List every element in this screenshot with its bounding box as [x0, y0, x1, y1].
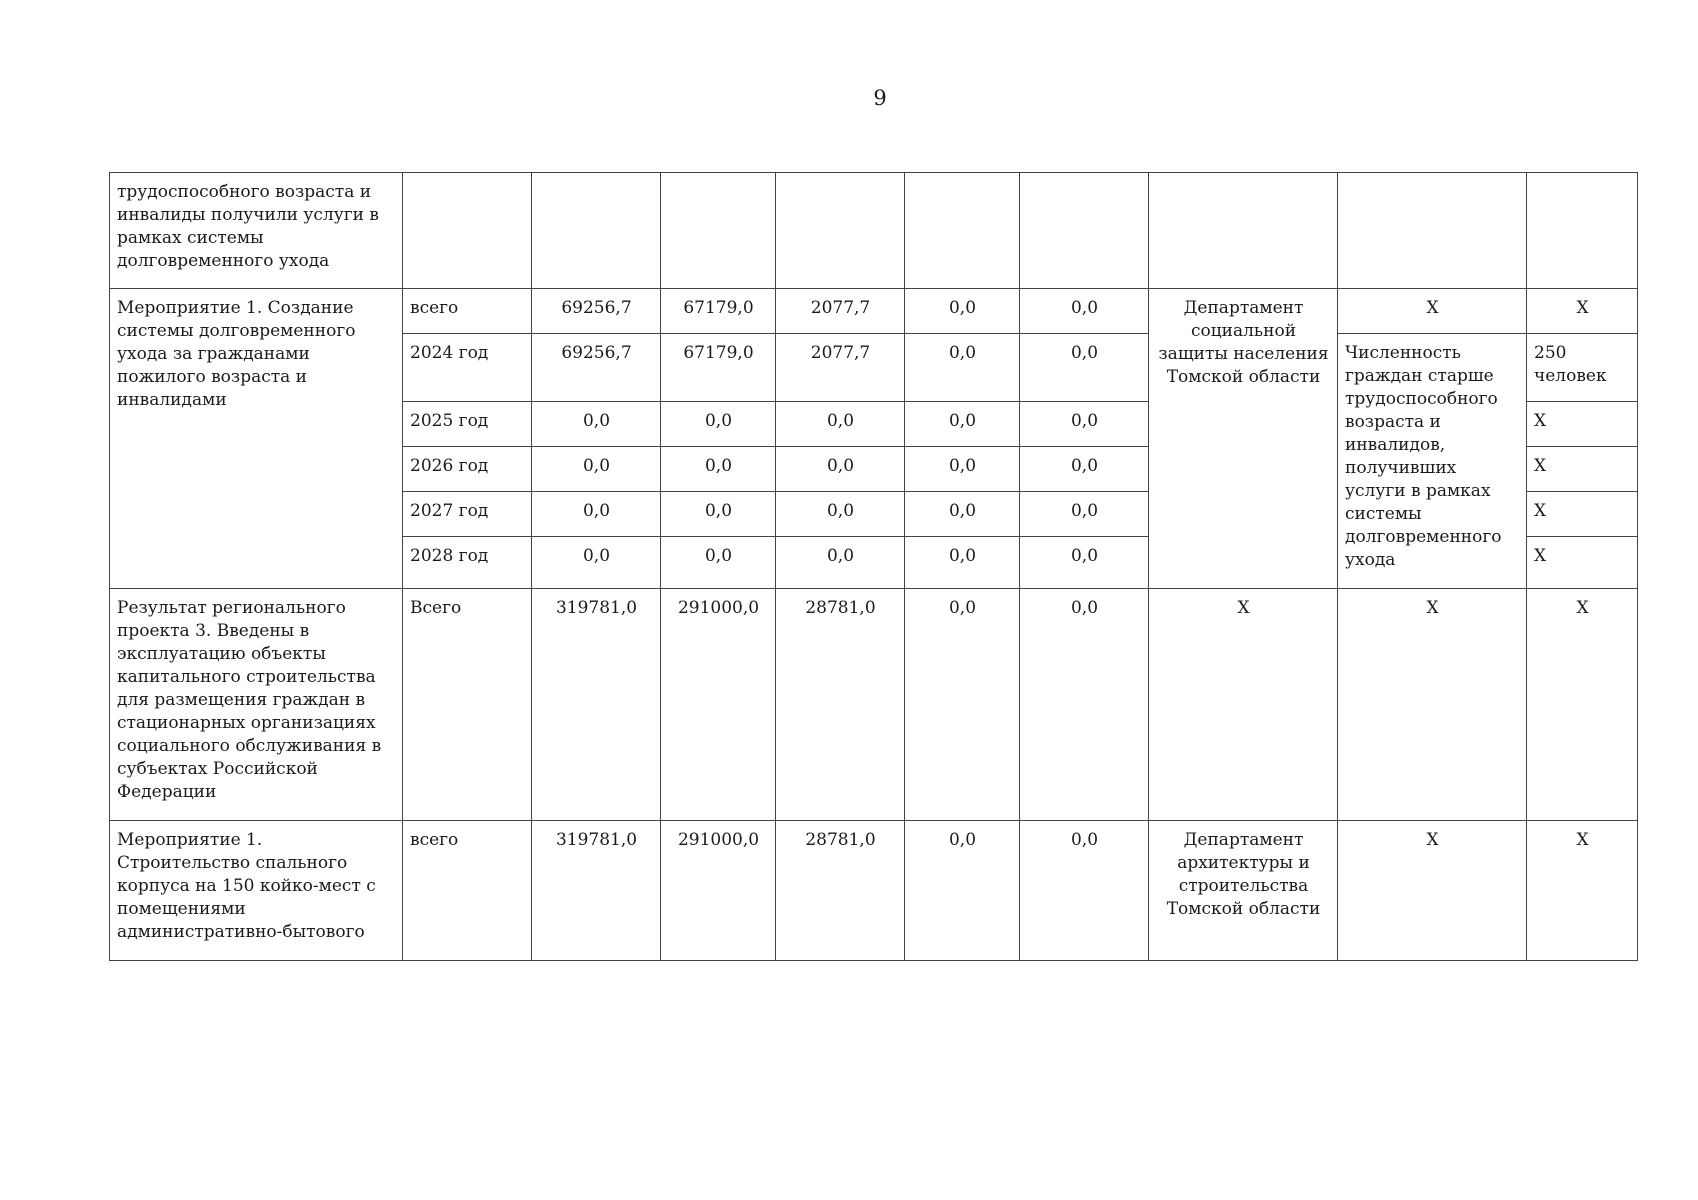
regional-cell: 0,0: [776, 447, 905, 492]
federal-cell: 291000,0: [661, 589, 776, 821]
period-cell: 2026 год: [403, 447, 532, 492]
activity1-indicator: Численность граждан старше трудоспособного возраста и инвалидов, получивших услуги в рамках системы долговременного ухода: [1338, 334, 1527, 589]
other-cell: 0,0: [1020, 334, 1149, 402]
other-cell: 0,0: [1020, 821, 1149, 961]
local-cell: 0,0: [905, 537, 1020, 589]
regional-cell: 0,0: [776, 537, 905, 589]
federal-cell: 67179,0: [661, 289, 776, 334]
continuation-row: [110, 173, 1638, 289]
total-cell: 0,0: [532, 402, 661, 447]
federal-cell: 291000,0: [661, 821, 776, 961]
federal-cell: 0,0: [661, 492, 776, 537]
value-cell: 250 человек: [1527, 334, 1638, 402]
empty-cell: [1149, 173, 1338, 289]
empty-cell: [532, 173, 661, 289]
total-cell: 319781,0: [532, 821, 661, 961]
regional-cell: 2077,7: [776, 334, 905, 402]
empty-cell: [1527, 173, 1638, 289]
total-cell: 0,0: [532, 447, 661, 492]
other-cell: 0,0: [1020, 492, 1149, 537]
value-cell: Х: [1527, 289, 1638, 334]
local-cell: 0,0: [905, 289, 1020, 334]
value-cell: Х: [1527, 537, 1638, 589]
value-cell: Х: [1527, 402, 1638, 447]
regional-cell: 28781,0: [776, 589, 905, 821]
other-cell: 0,0: [1020, 589, 1149, 821]
empty-cell: [661, 173, 776, 289]
empty-cell: [776, 173, 905, 289]
local-cell: 0,0: [905, 492, 1020, 537]
period-cell: 2028 год: [403, 537, 532, 589]
value-cell: Х: [1527, 492, 1638, 537]
local-cell: 0,0: [905, 447, 1020, 492]
empty-cell: [403, 173, 532, 289]
construction-row: [110, 821, 1638, 961]
period-cell: 2027 год: [403, 492, 532, 537]
local-cell: 0,0: [905, 334, 1020, 402]
indicator-cell: Х: [1338, 821, 1527, 961]
regional-cell: 2077,7: [776, 289, 905, 334]
period-cell: всего: [403, 289, 532, 334]
local-cell: 0,0: [905, 821, 1020, 961]
budget-table: [109, 172, 1638, 961]
total-cell: 69256,7: [532, 289, 661, 334]
local-cell: 0,0: [905, 402, 1020, 447]
total-cell: 0,0: [532, 492, 661, 537]
other-cell: 0,0: [1020, 289, 1149, 334]
activity1-name: Мероприятие 1. Создание системы долговременного ухода за гражданами пожилого возраста и инвалидами: [110, 289, 403, 589]
other-cell: 0,0: [1020, 402, 1149, 447]
empty-cell: [905, 173, 1020, 289]
period-cell: 2024 год: [403, 334, 532, 402]
value-cell: Х: [1527, 821, 1638, 961]
empty-cell: [1338, 173, 1527, 289]
construction-department: Департамент архитектуры и строительства Томской области: [1149, 821, 1338, 961]
other-cell: 0,0: [1020, 447, 1149, 492]
value-cell: Х: [1527, 589, 1638, 821]
total-cell: 319781,0: [532, 589, 661, 821]
regional-cell: 0,0: [776, 492, 905, 537]
total-cell: 69256,7: [532, 334, 661, 402]
total-cell: 0,0: [532, 537, 661, 589]
construction-name: Мероприятие 1. Строительство спального корпуса на 150 койко-мест с помещениями административно-бытового: [110, 821, 403, 961]
indicator-cell: Х: [1338, 589, 1527, 821]
result3-row: [110, 589, 1638, 821]
value-cell: Х: [1527, 447, 1638, 492]
regional-cell: 0,0: [776, 402, 905, 447]
period-cell: Всего: [403, 589, 532, 821]
continuation-name: трудоспособного возраста и инвалиды получили услуги в рамках системы долговременного ухода: [110, 173, 403, 289]
local-cell: 0,0: [905, 589, 1020, 821]
activity1-row-total: [110, 289, 1638, 334]
period-cell: всего: [403, 821, 532, 961]
department-cell: Х: [1149, 589, 1338, 821]
federal-cell: 0,0: [661, 537, 776, 589]
empty-cell: [1020, 173, 1149, 289]
period-cell: 2025 год: [403, 402, 532, 447]
federal-cell: 67179,0: [661, 334, 776, 402]
indicator-cell: Х: [1338, 289, 1527, 334]
federal-cell: 0,0: [661, 402, 776, 447]
federal-cell: 0,0: [661, 447, 776, 492]
result3-name: Результат регионального проекта 3. Введены в эксплуатацию объекты капитального строительства для размещения граждан в стационарных организациях социального обслуживания в субъектах Российской Федерации: [110, 589, 403, 821]
activity1-department: Департамент социальной защиты населения Томской области: [1149, 289, 1338, 589]
page-number: 9: [873, 86, 887, 110]
regional-cell: 28781,0: [776, 821, 905, 961]
other-cell: 0,0: [1020, 537, 1149, 589]
